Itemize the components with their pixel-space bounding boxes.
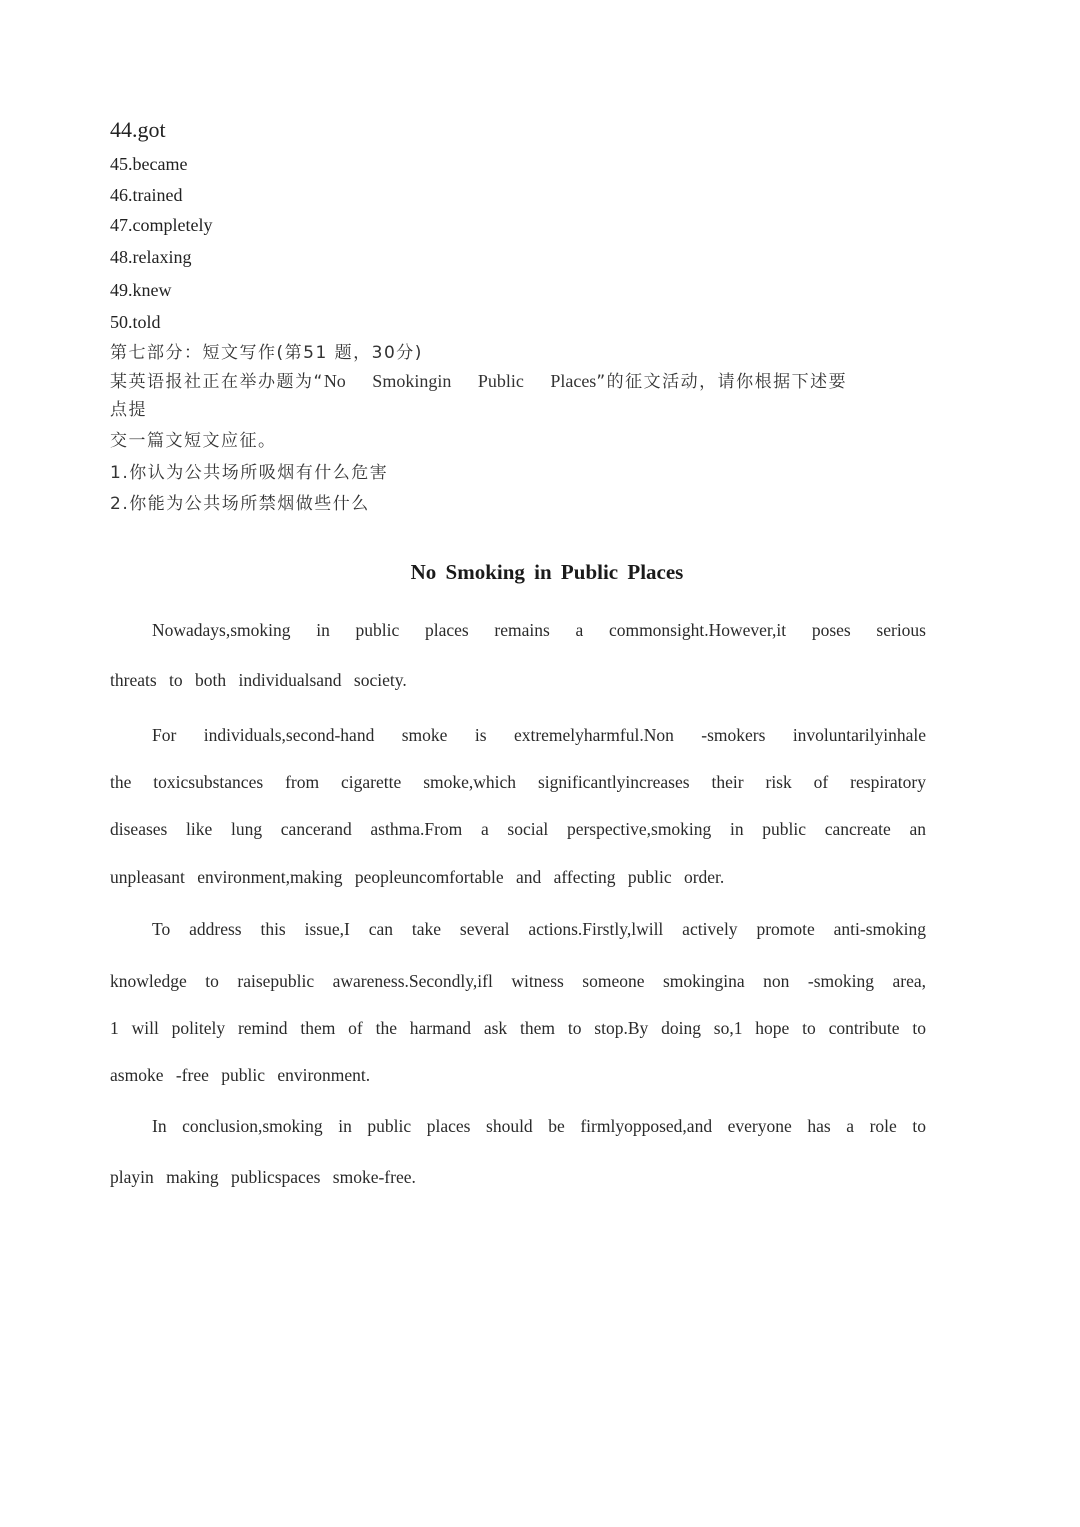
answer-45: 45.became: [110, 154, 188, 174]
essay-title: No Smoking in Public Places: [410, 560, 684, 584]
task-prompt-line1: [110, 370, 847, 393]
essay-p2-line4: unpleasant environment,making peopleuncomfortable and affecting public order.: [110, 867, 725, 887]
answer-44: 44.got: [110, 117, 166, 142]
essay-p1-line2: threats to both individualsand society.: [110, 670, 407, 690]
section-header: 第七部分：短文写作(第51 题，30分): [110, 343, 423, 363]
answer-49: 49.knew: [110, 280, 172, 300]
task-prompt-english-title: No Smokingin Public Places: [323, 371, 597, 391]
essay-p3-line1: To address this issue,I can take several actions.Firstly,lwill actively promote anti-smoking: [152, 919, 926, 939]
essay-p2-line3: diseases like lung cancerand asthma.From a social perspective,smoking in public cancreate an: [110, 819, 926, 839]
essay-p2-line2: the toxicsubstances from cigarette smoke,which significantlyincreases their risk of respiratory: [110, 772, 926, 792]
essay-p1-line1: Nowadays,smoking in public places remains a commonsight.However,it poses serious: [152, 620, 926, 640]
task-prompt-part1: 某英语报社正在举办题为“: [110, 372, 324, 392]
essay-p2-line1: For individuals,second-hand smoke is extremelyharmful.Non -smokers involuntarilyinhale: [152, 725, 926, 745]
essay-p4-line1: In conclusion,smoking in public places should be firmlyopposed,and everyone has a role to: [152, 1116, 926, 1136]
answer-50: 50.told: [110, 312, 161, 332]
essay-p4-line2: playin making publicspaces smoke-free.: [110, 1167, 416, 1187]
task-prompt-part2: ”的征文活动，请你根据下述要: [596, 372, 848, 392]
essay-p3-line4: asmoke -free public environment.: [110, 1065, 371, 1085]
answer-48: 48.relaxing: [110, 247, 192, 267]
task-point-1: 1.你认为公共场所吸烟有什么危害: [110, 463, 389, 483]
answer-46: 46.trained: [110, 185, 183, 205]
essay-p3-line2: knowledge to raisepublic awareness.Secondly,ifl witness someone smokingina non -smoking area,: [110, 971, 926, 991]
task-point-2: 2.你能为公共场所禁烟做些什么: [110, 494, 370, 514]
essay-p3-line3: 1 will politely remind them of the harmand ask them to stop.By doing so,1 hope to contribute to: [110, 1018, 926, 1038]
task-prompt-line3: 交一篇文短文应征。: [110, 431, 277, 451]
task-prompt-line2: 点提: [110, 400, 147, 420]
answer-47: 47.completely: [110, 215, 213, 235]
